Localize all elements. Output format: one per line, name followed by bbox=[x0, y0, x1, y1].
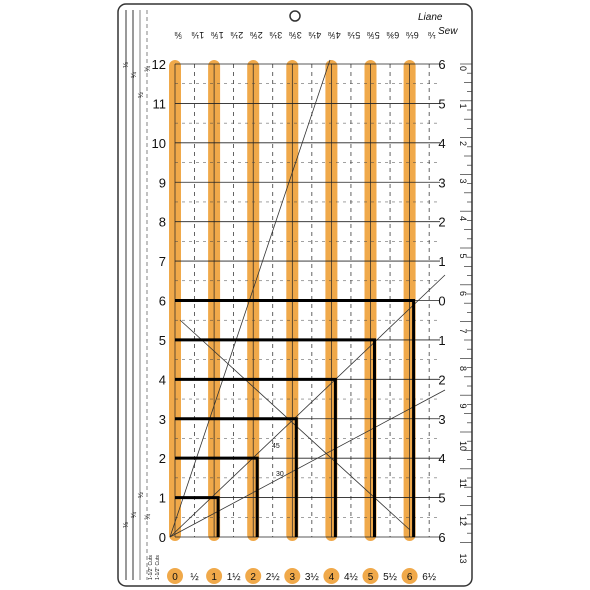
brand-bottom: Sew bbox=[438, 26, 458, 37]
right-scale-label: 1 bbox=[438, 332, 446, 348]
top-fraction: 3⅛ bbox=[269, 30, 283, 40]
left-scale-label: 4 bbox=[158, 372, 166, 388]
left-scale-label: 3 bbox=[158, 411, 166, 427]
left-scale-label: 1 bbox=[158, 490, 166, 506]
side-scale-label: 11 bbox=[458, 478, 468, 488]
right-scale-label: 4 bbox=[438, 451, 446, 467]
side-scale-label: 1 bbox=[458, 103, 468, 109]
left-scale-label: 11 bbox=[152, 96, 166, 112]
edge-mark: ½ bbox=[138, 92, 145, 98]
top-fraction: 4⅛ bbox=[308, 30, 322, 40]
left-scale-label: 12 bbox=[151, 57, 166, 72]
bottom-scale-label: 3 bbox=[289, 572, 296, 583]
left-scale-label: 2 bbox=[158, 451, 166, 467]
edge-mark: ¾ bbox=[145, 514, 152, 520]
side-scale-label: 2 bbox=[458, 141, 468, 147]
left-scale-label: 9 bbox=[158, 175, 166, 191]
bottom-scale-label: 5 bbox=[367, 572, 374, 583]
right-scale-label: 2 bbox=[438, 372, 446, 388]
side-scale-label: 9 bbox=[458, 403, 468, 409]
bottom-scale-label: 1 bbox=[211, 572, 217, 583]
right-scale-label: 4 bbox=[438, 135, 446, 151]
right-scale-label: 2 bbox=[438, 214, 446, 230]
bottom-scale-label: 4½ bbox=[343, 572, 358, 583]
top-fraction: 3⅝ bbox=[289, 30, 302, 40]
side-scale-label: 12 bbox=[458, 516, 468, 527]
angle-30-label: 30 bbox=[276, 471, 284, 478]
right-scale-label: 5 bbox=[438, 490, 446, 506]
bottom-scale-label: 0 bbox=[172, 572, 178, 583]
top-fraction: 1⅝ bbox=[211, 30, 224, 40]
right-scale-label: 1 bbox=[438, 254, 446, 270]
bottom-scale-label: 2 bbox=[250, 572, 256, 583]
side-scale-label: 0 bbox=[458, 66, 468, 72]
left-scale-label: 6 bbox=[158, 293, 166, 309]
top-fraction: ⅛ bbox=[428, 30, 436, 40]
bottom-scale-label: 1½ bbox=[226, 572, 241, 583]
side-scale-label: 10 bbox=[458, 441, 468, 452]
top-fraction: 1⅛ bbox=[191, 30, 205, 40]
side-scale-label: 8 bbox=[458, 366, 468, 372]
top-fraction: 5⅛ bbox=[347, 30, 361, 40]
cut-legend-2: 1-1/2" Cuts bbox=[155, 555, 161, 580]
edge-mark: ½ bbox=[138, 492, 145, 498]
bottom-scale-label: 6 bbox=[406, 572, 413, 583]
side-scale-label: 13 bbox=[458, 553, 468, 564]
top-fraction: ⅝ bbox=[174, 30, 183, 40]
right-scale-label: 3 bbox=[438, 175, 446, 191]
cut-legend-1: 1-1/2" Cuts bbox=[148, 555, 154, 580]
right-scale-label: 5 bbox=[438, 96, 446, 112]
hang-hole bbox=[290, 11, 300, 21]
edge-mark: ¾ bbox=[145, 66, 152, 72]
bottom-scale-label: ½ bbox=[190, 572, 199, 583]
left-scale-label: 7 bbox=[158, 254, 166, 270]
top-fraction: 2⅛ bbox=[230, 30, 244, 40]
right-scale-label: 6 bbox=[438, 530, 446, 545]
edge-mark: ¼ bbox=[131, 512, 138, 518]
right-scale-label: 6 bbox=[438, 57, 446, 72]
top-fraction: 5⅝ bbox=[367, 30, 380, 40]
top-fraction: 6⅜ bbox=[386, 30, 400, 40]
edge-mark: ¼ bbox=[131, 72, 138, 78]
side-scale-label: 6 bbox=[458, 291, 468, 297]
angle-45-label: 45 bbox=[272, 443, 280, 450]
bottom-scale-label: 5½ bbox=[383, 572, 398, 583]
edge-mark: ⅛ bbox=[123, 522, 130, 528]
top-fraction: 4⅝ bbox=[328, 30, 341, 40]
right-scale-label: 3 bbox=[438, 411, 446, 427]
side-scale-label: 5 bbox=[458, 253, 468, 259]
bottom-scale-label: 2½ bbox=[265, 572, 280, 583]
left-scale-label: 0 bbox=[158, 530, 166, 545]
brand-top: Liane bbox=[418, 12, 443, 23]
left-scale-label: 8 bbox=[158, 214, 166, 230]
bottom-scale-label: 6½ bbox=[422, 572, 437, 583]
side-scale-label: 7 bbox=[458, 328, 468, 334]
top-fraction: 6⅛ bbox=[406, 30, 419, 40]
top-fraction: 2⅝ bbox=[250, 30, 263, 40]
bottom-scale-label: 3½ bbox=[304, 572, 319, 583]
left-scale-label: 5 bbox=[158, 332, 166, 348]
edge-mark: ⅛ bbox=[123, 62, 130, 68]
right-scale-label: 0 bbox=[438, 293, 446, 309]
side-scale-label: 4 bbox=[458, 216, 468, 222]
side-scale-label: 3 bbox=[458, 178, 468, 184]
bottom-scale-label: 4 bbox=[328, 572, 335, 583]
left-scale-label: 10 bbox=[151, 135, 166, 151]
